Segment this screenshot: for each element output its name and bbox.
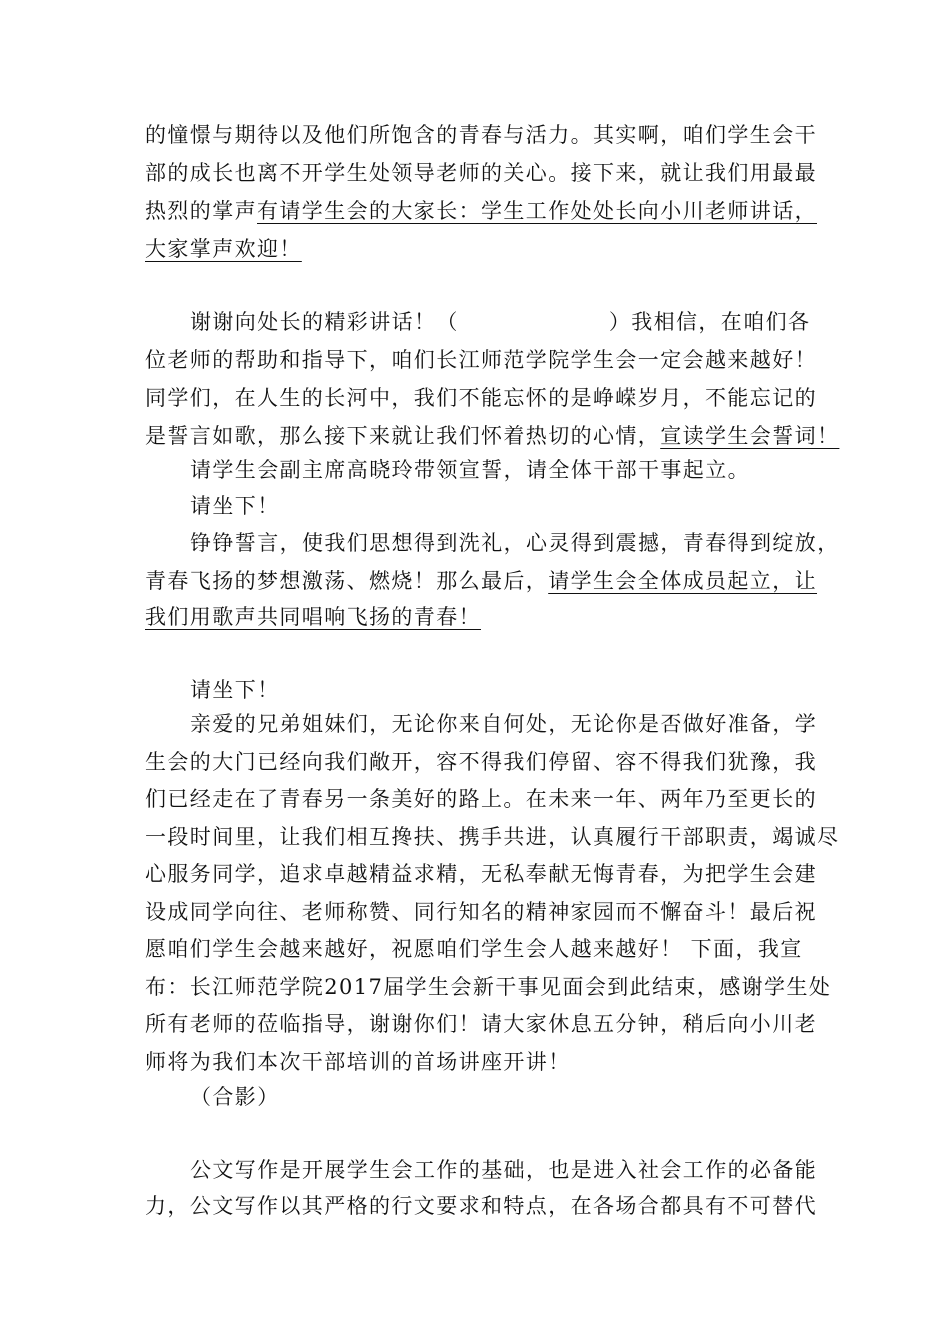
paragraph-5-line-2-text: 青春飞扬的梦想激荡、燃烧！那么最后， xyxy=(145,569,549,593)
paragraph-2-line-4-text: 是誓言如歌，那么接下来就让我们怀着热切的心情， xyxy=(145,424,661,448)
paragraph-7-line-4: 一段时间里，让我们相互搀扶、携手共进，认真履行干部职责，竭诚尽 xyxy=(145,825,840,849)
underlined-invitation-text: 有请学生会的大家长：学生工作处处长向小川老师讲话， xyxy=(257,199,817,223)
underlined-applause-text: 大家掌声欢迎！ xyxy=(145,237,302,261)
paragraph-7-line-9: 所有老师的莅临指导，谢谢你们！请大家休息五分钟，稍后向小川老 xyxy=(145,1012,817,1036)
paragraph-9-line-2: 力，公文写作以其严格的行文要求和特点，在各场合都具有不可替代 xyxy=(145,1194,817,1218)
paragraph-7-line-1: 亲爱的兄弟姐妹们，无论你来自何处，无论你是否做好准备，学 xyxy=(190,712,818,736)
thanks-text: 谢谢向处长的精彩讲话！（ xyxy=(190,310,459,334)
paragraph-7-line-6: 设成同学向往、老师称赞、同行知名的精神家园而不懈奋斗！最后祝 xyxy=(145,900,817,924)
paragraph-1-line-3-text: 热烈的掌声 xyxy=(145,199,257,223)
paragraph-1-line-3 xyxy=(145,194,815,228)
paragraph-2-line-4 xyxy=(145,419,840,453)
paragraph-2-line-2: 位老师的帮助和指导下，咱们长江师范学院学生会一定会越来越好！ xyxy=(145,348,817,372)
underlined-oath-text: 宣读学生会誓词！ xyxy=(660,424,840,448)
paragraph-7-line-7: 愿咱们学生会越来越好，祝愿咱们学生会人越来越好！ 下面，我宣 xyxy=(145,937,803,961)
paragraph-5-line-3 xyxy=(145,600,815,634)
paragraph-7-line-2: 生会的大门已经向我们敞开，容不得我们停留、容不得我们犹豫，我 xyxy=(145,750,817,774)
belief-text: ）我相信，在咱们各 xyxy=(608,310,811,334)
paragraph-1-line-1: 的憧憬与期待以及他们所饱含的青春与活力。其实啊，咱们学生会干 xyxy=(145,123,817,147)
paragraph-5-line-1: 铮铮誓言，使我们思想得到洗礼，心灵得到震撼，青春得到绽放， xyxy=(190,531,840,555)
paragraph-4: 请坐下！ xyxy=(190,494,280,518)
underlined-rise-text: 请学生会全体成员起立，让 xyxy=(548,569,818,593)
underlined-song-text: 我们用歌声共同唱响飞扬的青春！ xyxy=(145,605,481,629)
paragraph-7-line-5: 心服务同学，追求卓越精益求精，无私奉献无悔青春，为把学生会建 xyxy=(145,862,817,886)
paragraph-6: 请坐下！ xyxy=(190,678,280,702)
paragraph-2-line-1 xyxy=(190,305,815,339)
paragraph-5-line-2 xyxy=(145,564,818,598)
paragraph-9-line-1: 公文写作是开展学生会工作的基础，也是进入社会工作的必备能 xyxy=(190,1158,818,1182)
paragraph-1-line-4 xyxy=(145,232,815,266)
paragraph-1-line-2: 部的成长也离不开学生处领导老师的关心。接下来，就让我们用最最 xyxy=(145,161,817,185)
paragraph-7-line-3: 们已经走在了青春另一条美好的路上。在未来一年、两年乃至更长的 xyxy=(145,787,817,811)
paragraph-2-line-3: 同学们，在人生的长河中，我们不能忘怀的是峥嵘岁月，不能忘记的 xyxy=(145,386,817,410)
paragraph-8: （合影） xyxy=(190,1085,280,1109)
paragraph-7-line-10: 师将为我们本次干部培训的首场讲座开讲！ xyxy=(145,1050,571,1074)
paragraph-7-line-8: 布：长江师范学院2017届学生会新干事见面会到此结束，感谢学生处 xyxy=(145,975,832,999)
paragraph-3: 请学生会副主席高晓玲带领宣誓，请全体干部干事起立。 xyxy=(190,458,750,482)
